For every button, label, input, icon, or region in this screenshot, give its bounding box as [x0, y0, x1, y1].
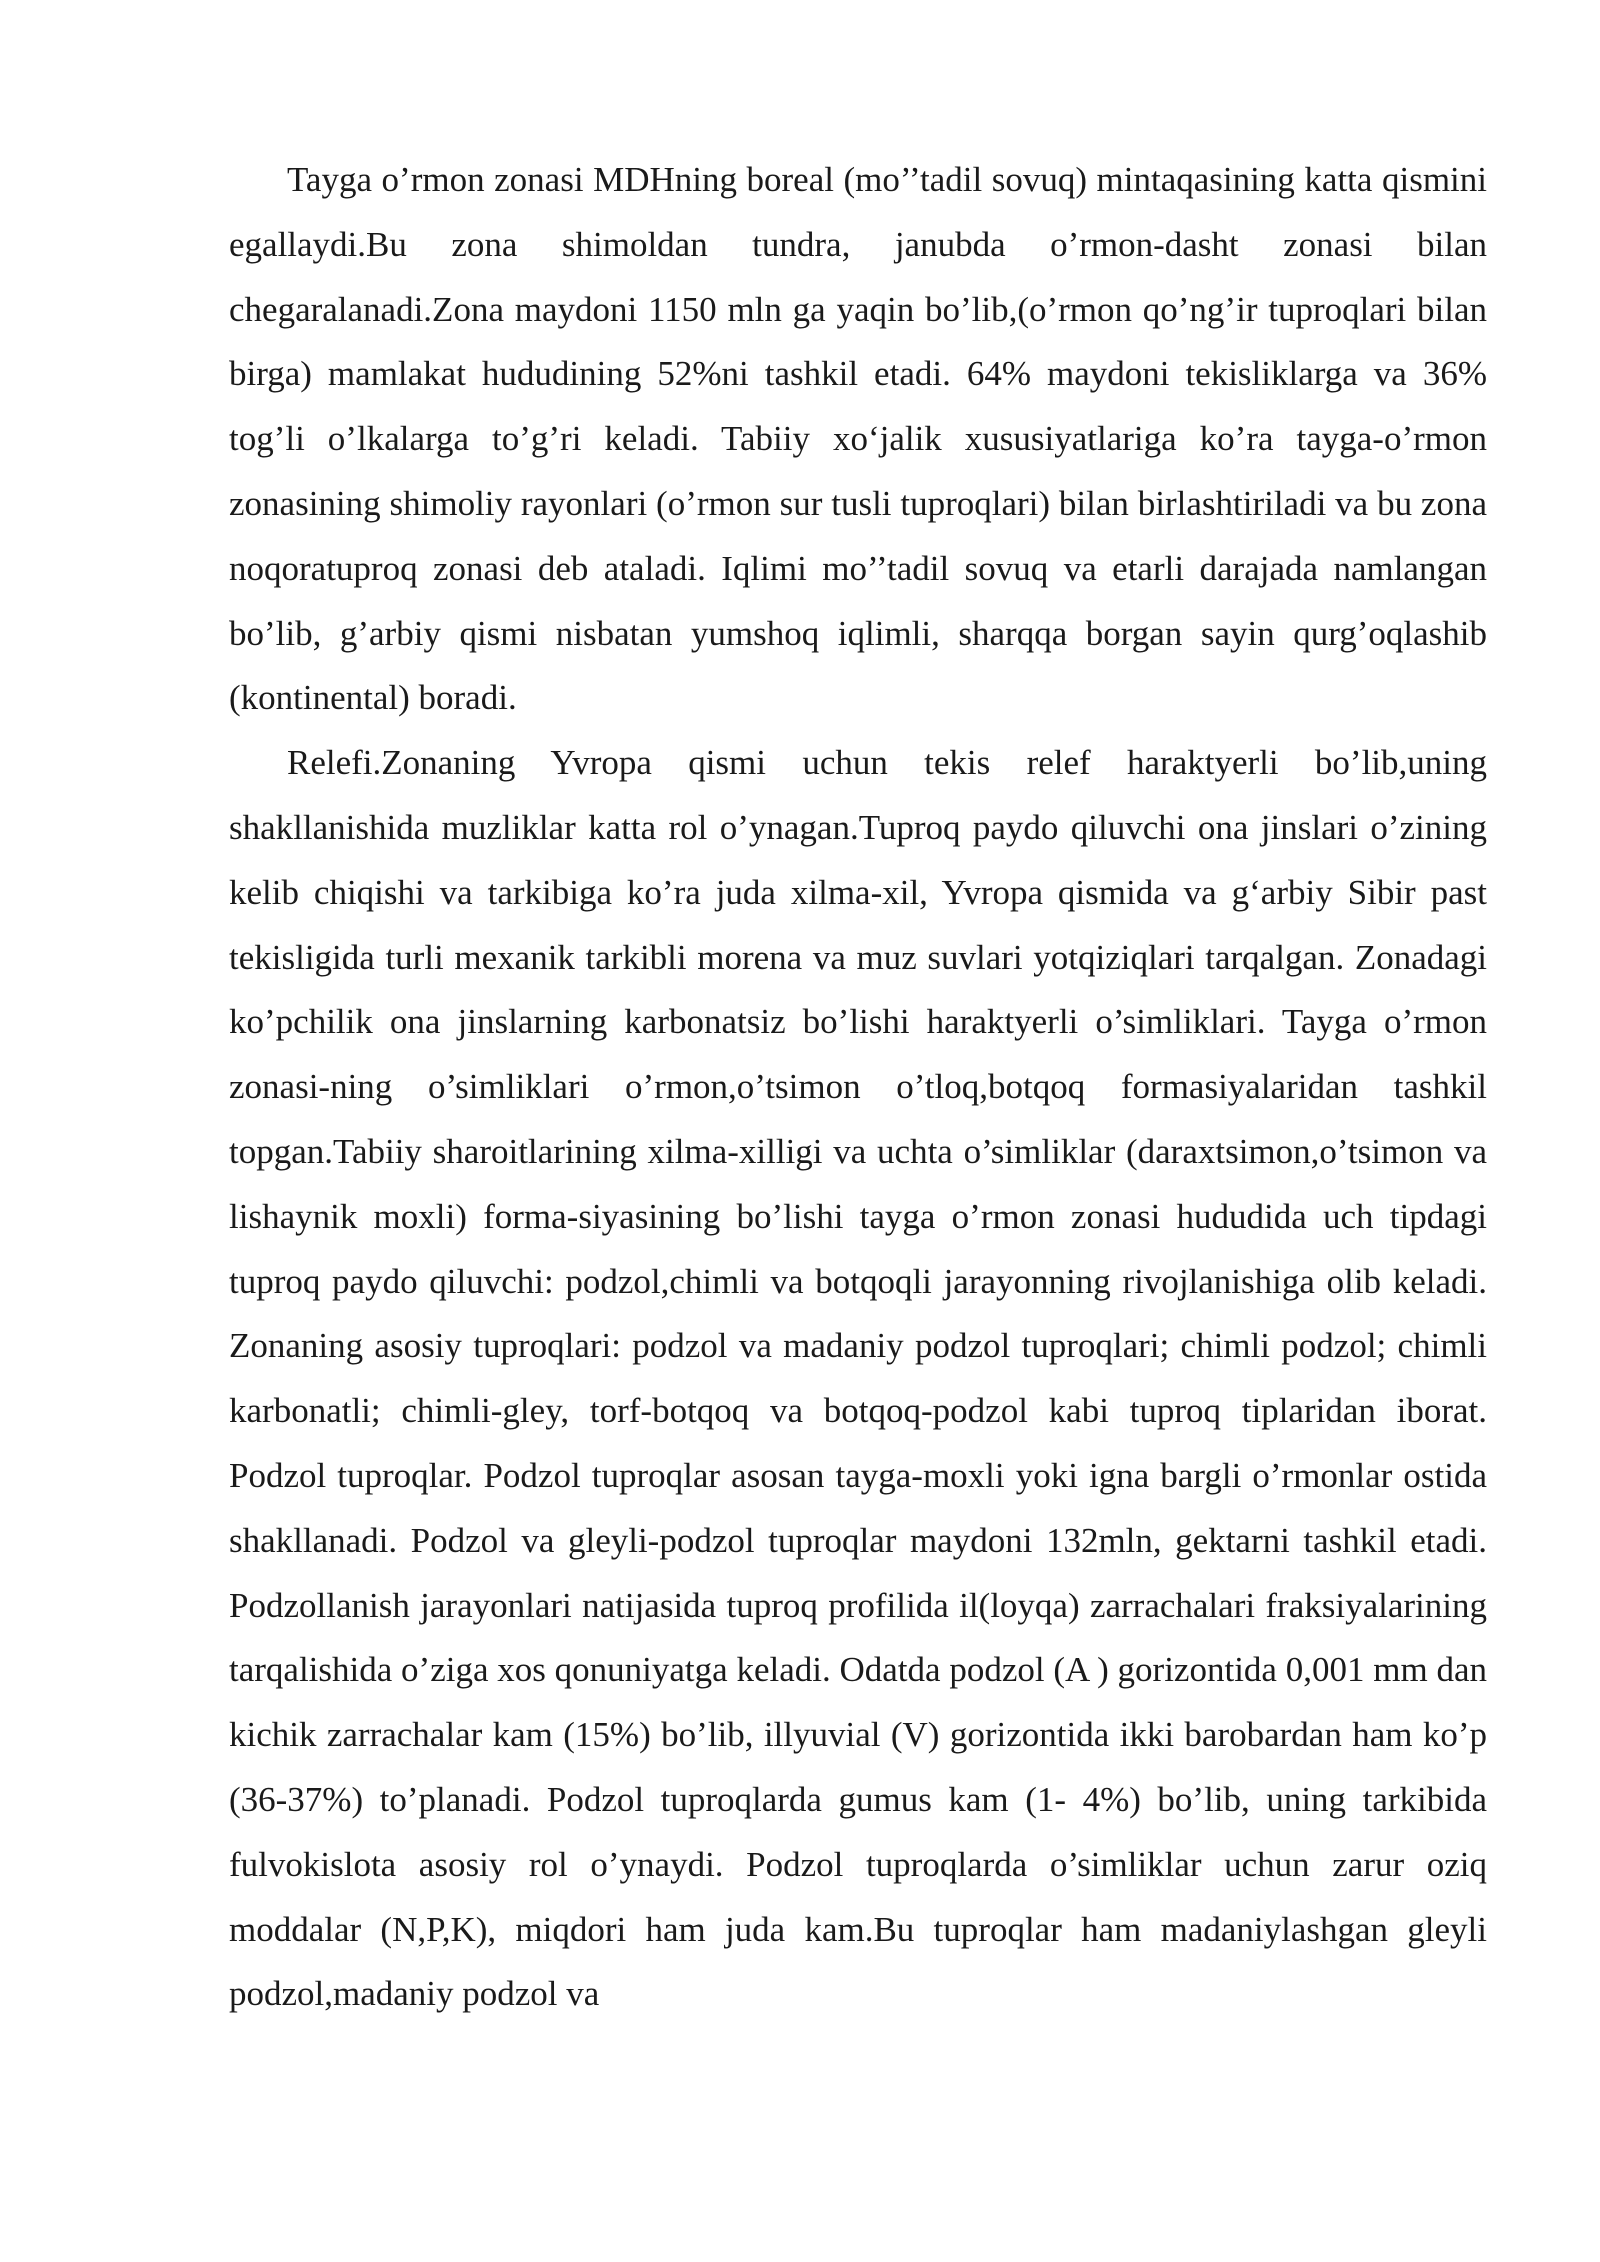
paragraph-tayga-intro: Tayga o’rmon zonasi MDHning boreal (mo’’tadil sovuq) mintaqasining katta qismini egallaydi.Bu zona shimoldan tundra, janubda o’rmon-dasht zonasi bilan chegaralanadi.Zona maydoni 1150 mln ga yaqin bo’lib,(o’rmon qo’ng’ir tuproqlari bilan birga) mamlakat hududining 52%ni tashkil etadi. 64% maydoni tekisliklarga va 36% tog’li o’lkalarga to’g’ri keladi. Tabiiy xo‘jalik xususiyatlariga ko’ra tayga-o’rmon zonasining shimoliy rayonlari (o’rmon sur tusli tuproqlari) bilan birlashtiriladi va bu zona noqoratuproq zonasi deb ataladi. Iqlimi mo’’tadil sovuq va etarli darajada namlangan bo’lib, g’arbiy qismi nisbatan yumshoq iqlimli, sharqqa borgan sayin qurg’oqlashib (kontinental) boradi. [229, 160, 1487, 718]
document-page [229, 148, 1487, 2027]
paragraph-relief: Relefi.Zonaning Yvropa qismi uchun tekis relef haraktyerli bo’lib,uning shakllanishida muzliklar katta rol o’ynagan.Tuproq paydo qiluvchi ona jinslari o’zining kelib chiqishi va tarkibiga ko’ra juda xilma-xil, Yvropa qismida va g‘arbiy Sibir past tekisligida turli mexanik tarkibli morena va muz suvlari yotqiziqlari tarqalgan. Zonadagi ko’pchilik ona jinslarning karbonatsiz bo’lishi haraktyerli o’simliklari. Tayga o’rmon zonasi-ning o’simliklari o’rmon,o’tsimon o’tloq,botqoq formasiyalaridan tashkil topgan.Tabiiy sharoitlarining xilma-xilligi va uchta o’simliklar (daraxtsimon,o’tsimon va lishaynik moxli) forma-siyasining bo’lishi tayga o’rmon zonasi hududida uch tipdagi tuproq paydo qiluvchi: podzol,chimli va botqoqli jarayonning rivojlanishiga olib keladi. Zonaning asosiy tuproqlari: podzol va madaniy podzol tuproqlari; chimli podzol; chimli karbonatli; chimli-gley, torf-botqoq va botqoq-podzol kabi tuproq tiplaridan iborat. Podzol tuproqlar. Podzol tuproqlar asosan tayga-moxli yoki igna bargli o’rmonlar ostida shakllanadi. Podzol va gleyli-podzol tuproqlar maydoni 132mln, gektarni tashkil etadi. Podzollanish jarayonlari natijasida tuproq profilida il(loyqa) zarrachalari fraksiyalarining tarqalishida o’ziga xos qonuniyatga keladi. Odatda podzol (A ) gorizontida 0,001 mm dan kichik zarrachalar kam (15%) bo’lib, illyuvial (V) gorizontida ikki barobardan ham ko’p (36-37%) to’planadi. Podzol tuproqlarda gumus kam (1- 4%) bo’lib, uning tarkibida fulvokislota asosiy rol o’ynaydi. Podzol tuproqlarda o’simliklar uchun zarur oziq moddalar (N,P,K), miqdori ham juda kam.Bu tuproqlar ham madaniylashgan gleyli podzol,madaniy podzol va [229, 743, 1487, 2014]
